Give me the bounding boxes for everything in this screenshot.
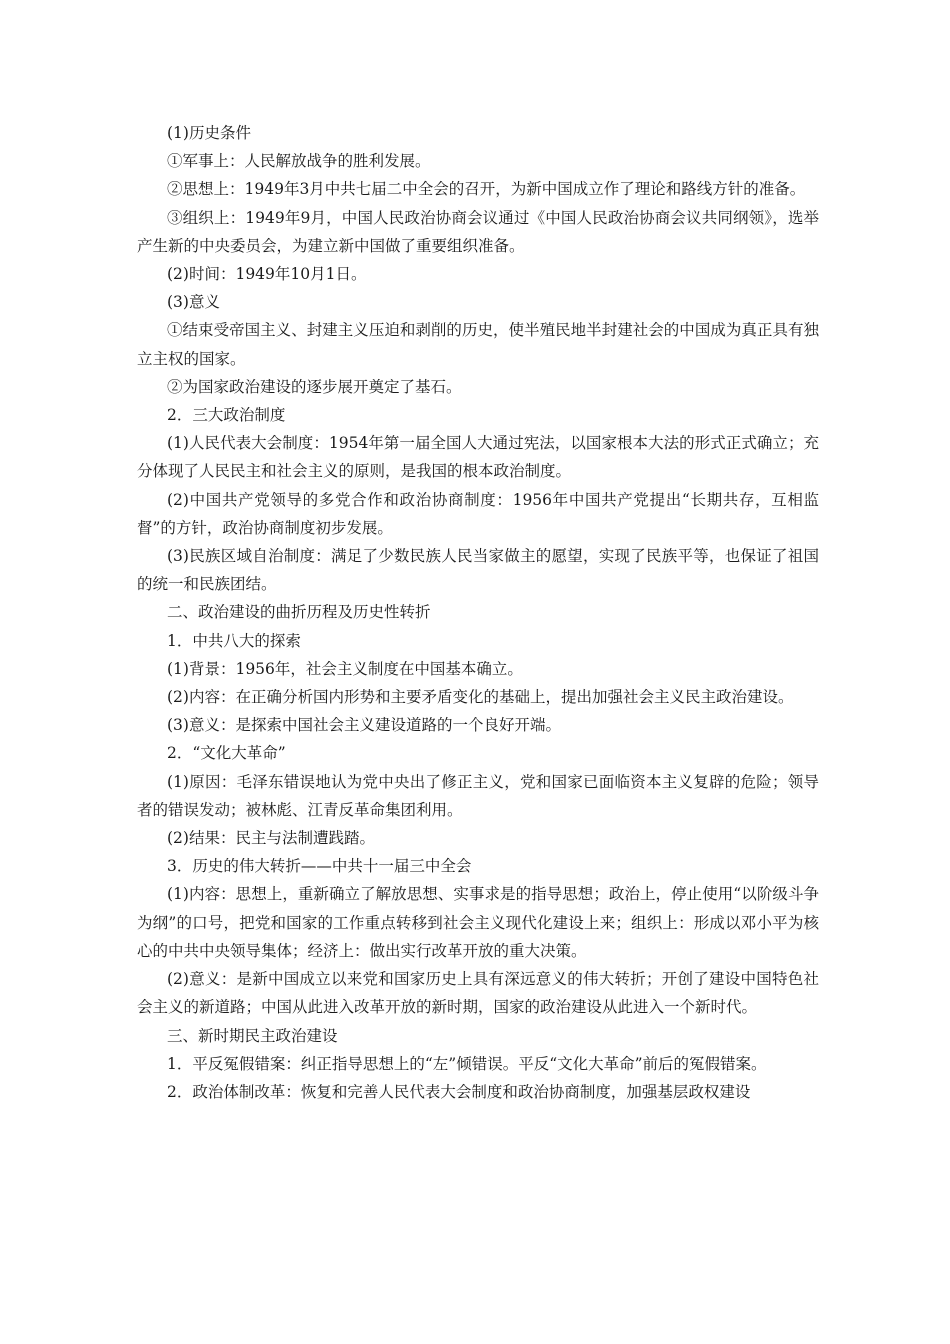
- paragraph: (2)中国共产党领导的多党合作和政治协商制度：1956年中国共产党提出“长期共存，互相监督”的方针，政治协商制度初步发展。: [137, 490, 819, 537]
- section-heading: 三、新时期民主政治建设: [167, 1026, 338, 1045]
- paragraph: (1)内容：思想上，重新确立了解放思想、实事求是的指导思想；政治上，停止使用“以阶级斗争为纲”的口号，把党和国家的工作重点转移到社会主义现代化建设上来；组织上：形成以邓小平为核心的中共中央领导集体；经济上：做出实行改革开放的重大决策。: [137, 885, 819, 960]
- section-heading: 2．三大政治制度: [167, 406, 286, 425]
- paragraph: (2)时间：1949年10月1日。: [167, 265, 367, 284]
- paragraph: ①军事上：人民解放战争的胜利发展。: [167, 152, 431, 171]
- paragraph: (1)原因：毛泽东错误地认为党中央出了修正主义，党和国家已面临资本主义复辟的危险；领导者的错误发动；被林彪、江青反革命集团利用。: [137, 772, 819, 819]
- section-heading: 1．中共八大的探索: [167, 631, 301, 650]
- paragraph: (1)历史条件: [167, 124, 251, 142]
- paragraph: (3)意义：是探索中国社会主义建设道路的一个良好开端。: [167, 716, 561, 735]
- section-heading: 二、政治建设的曲折历程及历史性转折: [167, 603, 431, 622]
- paragraph: (1)人民代表大会制度：1954年第一届全国人大通过宪法，以国家根本大法的形式正式确立；充分体现了人民民主和社会主义的原则，是我国的根本政治制度。: [137, 434, 819, 481]
- paragraph: 2．政治体制改革：恢复和完善人民代表大会制度和政治协商制度，加强基层政权建设: [167, 1082, 751, 1101]
- paragraph: (2)意义：是新中国成立以来党和国家历史上具有深远意义的伟大转折；开创了建设中国特色社会主义的新道路；中国从此进入改革开放的新时期，国家的政治建设从此进入一个新时代。: [137, 970, 819, 1017]
- document-body: [137, 119, 819, 1106]
- paragraph: ②思想上：1949年3月中共七届二中全会的召开，为新中国成立作了理论和路线方针的准备。: [167, 180, 806, 199]
- paragraph: (3)意义: [167, 293, 220, 312]
- paragraph: ②为国家政治建设的逐步展开奠定了基石。: [167, 377, 462, 396]
- paragraph: ①结束受帝国主义、封建主义压迫和剥削的历史，使半殖民地半封建社会的中国成为真正具有独立主权的国家。: [137, 321, 819, 368]
- paragraph: 1．平反冤假错案：纠正指导思想上的“左”倾错误。平反“文化大革命”前后的冤假错案。: [167, 1054, 767, 1073]
- paragraph: (2)结果：民主与法制遭践踏。: [167, 829, 375, 848]
- paragraph: ③组织上：1949年9月，中国人民政治协商会议通过《中国人民政治协商会议共同纲领》，选举产生新的中央委员会，为建立新中国做了重要组织准备。: [137, 208, 819, 255]
- section-heading: 3．历史的伟大转折——中共十一届三中全会: [167, 857, 472, 876]
- paragraph: (1)背景：1956年，社会主义制度在中国基本确立。: [167, 659, 523, 678]
- paragraph: (2)内容：在正确分析国内形势和主要矛盾变化的基础上，提出加强社会主义民主政治建设。: [167, 688, 794, 707]
- paragraph: (3)民族区域自治制度：满足了少数民族人民当家做主的愿望，实现了民族平等，也保证了祖国的统一和民族团结。: [137, 547, 819, 594]
- section-heading: 2．“文化大革命”: [167, 744, 286, 763]
